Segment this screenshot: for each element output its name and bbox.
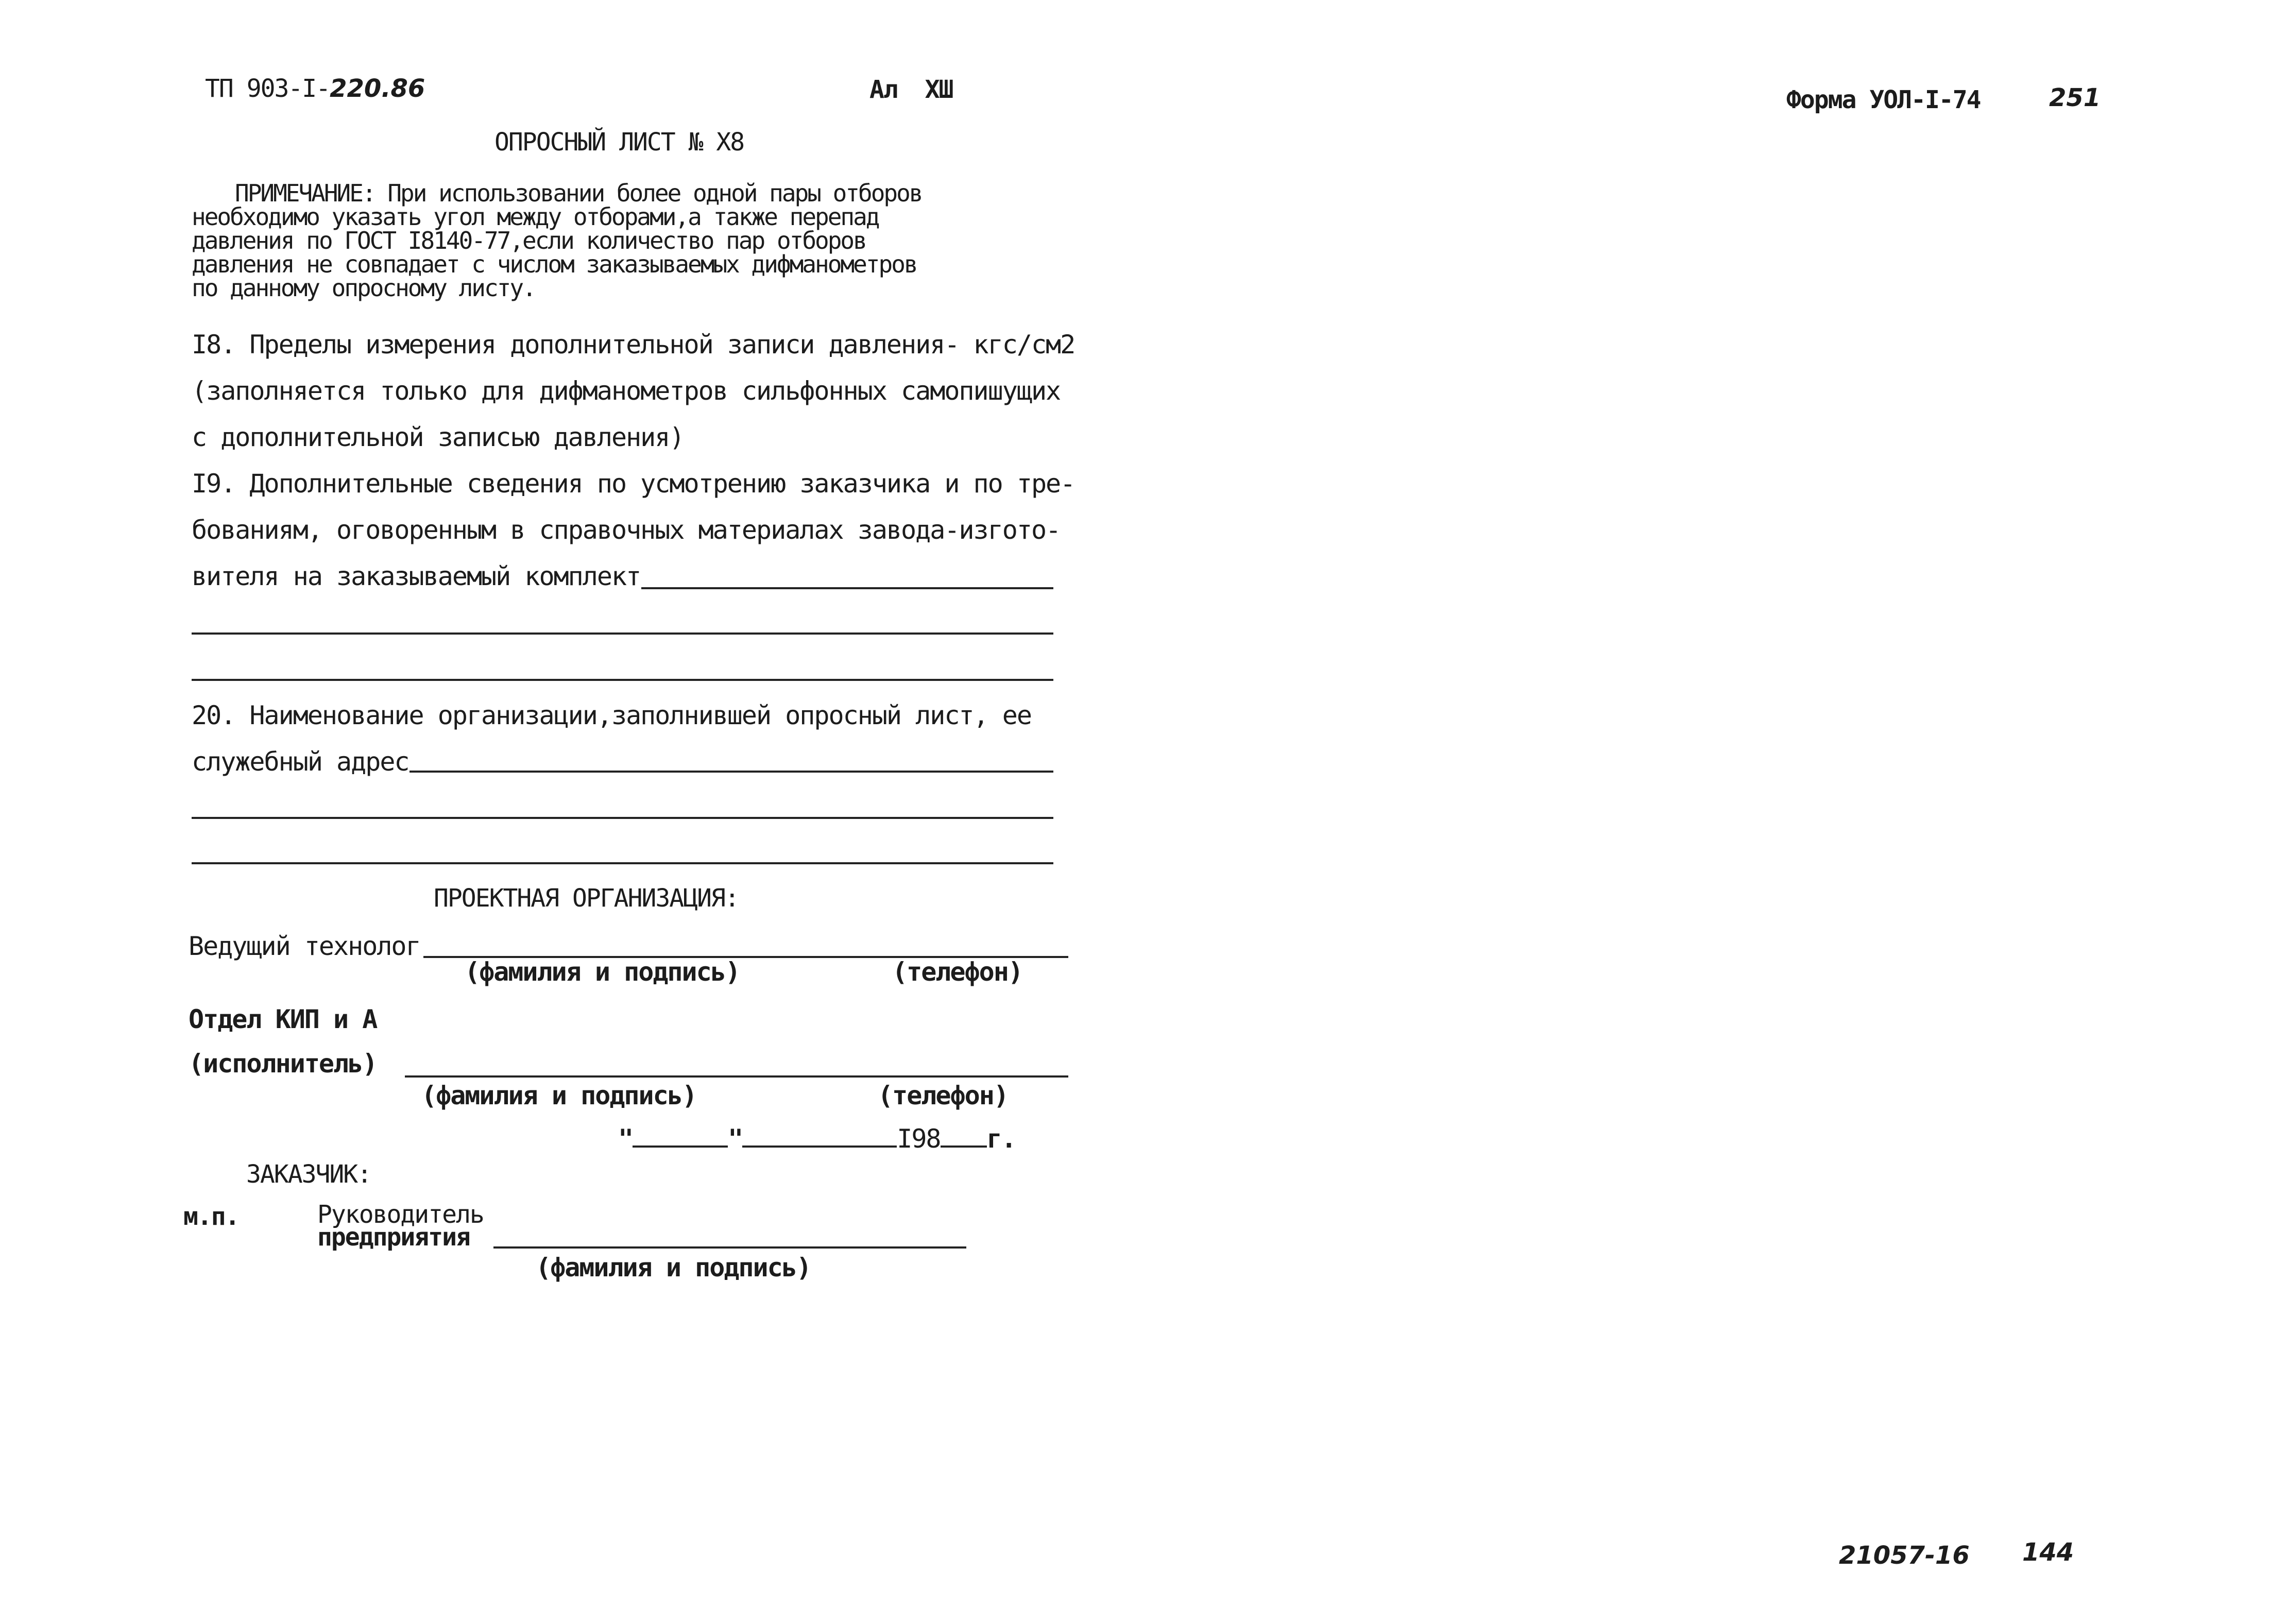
item-20-answer-line-3[interactable] [192,862,1053,864]
page-title: ОПРОСНЫЙ ЛИСТ № Х8 [494,128,744,157]
inventory-number: 21057-16 [1839,1541,1970,1570]
item-19-line-1: I9. Дополнительные сведения по усмотрению заказчика и по тре- [192,469,1075,499]
date-year-blank[interactable] [941,1145,987,1148]
item-18-line-3: с дополнительной записью давления) [192,422,684,452]
executor-signature-line[interactable] [405,1075,1068,1078]
date-year: I98 [897,1124,941,1154]
stamp-place: м.п. [183,1202,239,1231]
item-19-answer-line[interactable] [641,587,1053,589]
note-line-5: по данному опросному листу. [192,274,535,302]
executor-phone-caption: (телефон) [878,1081,1008,1110]
date-month-blank[interactable] [742,1145,897,1148]
item-20-answer-line-2[interactable] [192,817,1053,819]
item-20-answer-line[interactable] [409,771,1053,773]
form-code: Форма УОЛ-I-74 [1786,86,1981,114]
enterprise-head-signature-line[interactable] [493,1246,966,1249]
item-19-line-2: бованиям, оговоренным в справочных материалах завода-изгото- [192,515,1061,545]
enterprise-head-label-1: Руководитель [317,1200,484,1229]
executor-label: (исполнитель) [189,1049,377,1079]
item-19-answer-line-3[interactable] [192,679,1053,681]
sheet-number: 144 [2022,1538,2074,1567]
note-line-3: давления по ГОСТ I8140-77,если количество пар отборов [192,227,866,254]
document-code [205,76,425,101]
lead-technologist-label: Ведущий технолог [189,931,420,961]
note-line-1: ПРИМЕЧАНИЕ: При использовании более одной пары отборов [235,179,922,207]
lead-phone-caption: (телефон) [892,957,1022,987]
date-suffix: г. [986,1124,1016,1154]
date-field [618,1126,1016,1152]
dept-label: Отдел КИП и А [189,1004,377,1034]
customer-heading: ЗАКАЗЧИК: [246,1160,371,1189]
date-quote-open: " [618,1124,633,1154]
note-line-4: давления не совпадает с числом заказываемых дифманометров [192,250,917,278]
date-day-blank[interactable] [633,1145,728,1148]
project-org-heading: ПРОЕКТНАЯ ОРГАНИЗАЦИЯ: [434,884,739,913]
document-code-typed: ТП 903-I- [205,74,330,103]
executor-name-caption: (фамилия и подпись) [421,1081,696,1110]
item-18-line-2: (заполняется только для дифманометров сильфонных самопишущих [192,376,1061,406]
lead-name-caption: (фамилия и подпись) [465,957,740,987]
enterprise-head-name-caption: (фамилия и подпись) [536,1253,811,1283]
page-number: 251 [2049,83,2101,112]
date-quote-close: " [728,1124,743,1154]
item-20-line-2: служебный адрес [192,747,409,777]
item-19-answer-line-2[interactable] [192,632,1053,635]
enterprise-head-label-2: предприятия [317,1223,470,1252]
item-20-line-1: 20. Наименование организации,заполнившей опросный лист, ее [192,700,1031,730]
note-line-2: необходимо указать угол между отборами,а также перепад [192,203,879,231]
document-code-handwritten: 220.86 [330,74,425,103]
item-19-line-3: вителя на заказываемый комплект [192,561,641,591]
album-number: Ал ХШ [869,75,953,104]
item-18-line-1: I8. Пределы измерения дополнительной записи давления- кгс/см2 [192,330,1075,360]
